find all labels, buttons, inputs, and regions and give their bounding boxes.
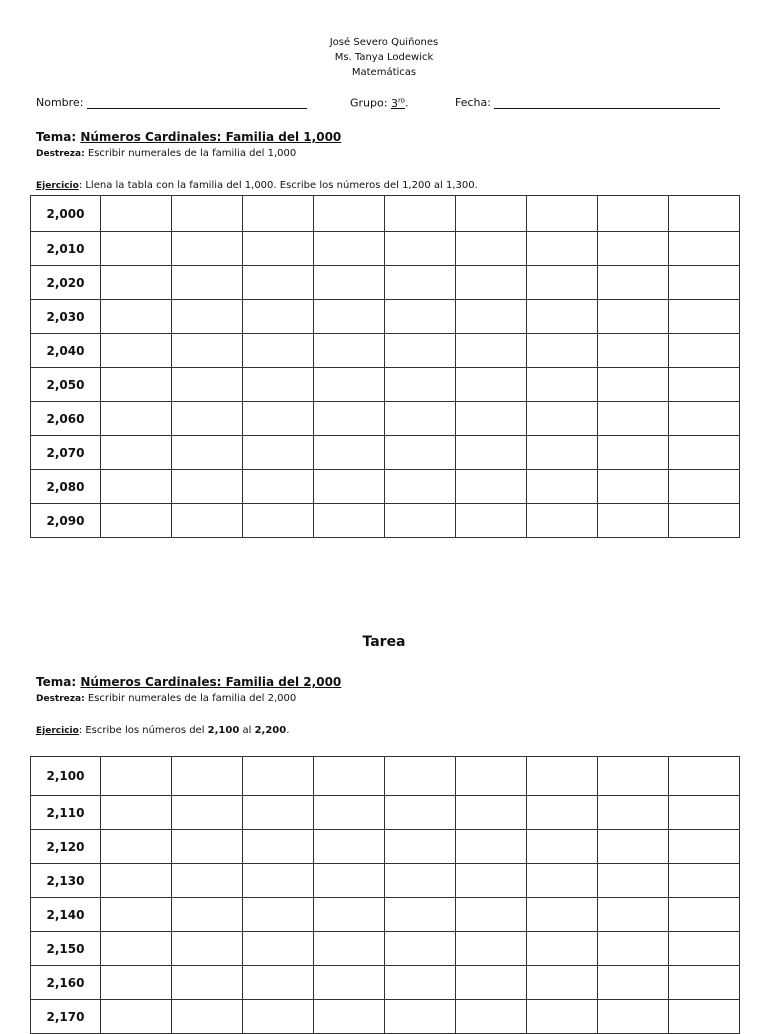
blank-cell[interactable]	[598, 864, 669, 898]
blank-cell[interactable]	[598, 470, 669, 504]
destreza-2-value: Escribir numerales de la familia del 2,000	[87, 693, 297, 704]
blank-cell[interactable]	[598, 196, 669, 232]
author-name: José Severo Quiñones	[329, 37, 439, 48]
row-label: 2,090	[31, 504, 101, 538]
ejercicio-2-end: .	[286, 725, 290, 736]
blank-cell[interactable]	[598, 932, 669, 966]
blank-cell[interactable]	[101, 368, 172, 402]
blank-cell[interactable]	[243, 300, 314, 334]
table-row	[31, 470, 740, 504]
ejercicio-1-text: : Llena la tabla con la familia del 1,000. Escribe los números del 1,200 al 1,300.	[78, 180, 478, 191]
blank-cell[interactable]	[101, 966, 172, 1000]
blank-cell[interactable]	[243, 402, 314, 436]
blank-cell[interactable]	[314, 470, 385, 504]
blank-cell[interactable]	[101, 436, 172, 470]
table-row	[31, 196, 740, 232]
blank-cell[interactable]	[172, 368, 243, 402]
tema-2-label: Tema:	[36, 675, 77, 689]
blank-cell[interactable]	[385, 402, 456, 436]
tema-1-label: Tema:	[36, 130, 77, 144]
blank-cell[interactable]	[669, 932, 740, 966]
teacher-name: Ms. Tanya Lodewick	[334, 52, 434, 63]
blank-cell[interactable]	[243, 757, 314, 796]
blank-cell[interactable]	[456, 300, 527, 334]
blank-cell[interactable]	[598, 1000, 669, 1034]
blank-cell[interactable]	[527, 898, 598, 932]
blank-cell[interactable]	[598, 504, 669, 538]
blank-cell[interactable]	[243, 470, 314, 504]
blank-cell[interactable]	[669, 470, 740, 504]
blank-cell[interactable]	[527, 966, 598, 1000]
blank-cell[interactable]	[527, 334, 598, 368]
blank-cell[interactable]	[385, 932, 456, 966]
blank-cell[interactable]	[456, 830, 527, 864]
blank-cell[interactable]	[456, 402, 527, 436]
ejercicio-2-mid: al	[239, 725, 255, 736]
number-table-2	[30, 756, 740, 1034]
row-label: 2,000	[31, 196, 101, 232]
row-label: 2,130	[31, 864, 101, 898]
blank-cell[interactable]	[598, 368, 669, 402]
blank-cell[interactable]	[101, 232, 172, 266]
blank-cell[interactable]	[669, 266, 740, 300]
blank-cell[interactable]	[456, 1000, 527, 1034]
blank-cell[interactable]	[527, 830, 598, 864]
blank-cell[interactable]	[314, 436, 385, 470]
table-row	[31, 402, 740, 436]
group-field: Grupo: $3^{ro}$.	[350, 96, 409, 110]
name-field[interactable]	[36, 96, 307, 109]
blank-cell[interactable]	[527, 470, 598, 504]
blank-cell[interactable]	[101, 796, 172, 830]
blank-cell[interactable]	[598, 232, 669, 266]
blank-cell[interactable]	[456, 232, 527, 266]
blank-cell[interactable]	[669, 966, 740, 1000]
tema-2-value: Números Cardinales: Familia del 2,000	[80, 675, 342, 689]
blank-cell[interactable]	[598, 796, 669, 830]
destreza-2	[36, 693, 296, 704]
blank-cell[interactable]	[243, 796, 314, 830]
blank-cell[interactable]	[243, 504, 314, 538]
row-label: 2,150	[31, 932, 101, 966]
blank-cell[interactable]	[172, 504, 243, 538]
blank-cell[interactable]	[101, 757, 172, 796]
blank-cell[interactable]	[669, 300, 740, 334]
blank-cell[interactable]	[101, 898, 172, 932]
blank-cell[interactable]	[101, 932, 172, 966]
blank-cell[interactable]	[243, 864, 314, 898]
table-row	[31, 334, 740, 368]
blank-cell[interactable]	[669, 830, 740, 864]
tema-1	[36, 130, 341, 144]
blank-cell[interactable]	[243, 232, 314, 266]
row-label: 2,040	[31, 334, 101, 368]
blank-cell[interactable]	[243, 1000, 314, 1034]
table-row	[31, 830, 740, 864]
blank-cell[interactable]	[527, 436, 598, 470]
ejercicio-2-label: Ejercicio	[36, 726, 79, 736]
table-row	[31, 796, 740, 830]
blank-cell[interactable]	[598, 966, 669, 1000]
ejercicio-2-from: 2,100	[207, 725, 240, 736]
blank-cell[interactable]	[385, 830, 456, 864]
blank-cell[interactable]	[456, 864, 527, 898]
blank-cell[interactable]	[101, 830, 172, 864]
blank-cell[interactable]	[314, 898, 385, 932]
blank-cell[interactable]	[385, 300, 456, 334]
blank-cell[interactable]	[172, 402, 243, 436]
table-row	[31, 1000, 740, 1034]
blank-cell[interactable]	[172, 470, 243, 504]
blank-cell[interactable]	[101, 504, 172, 538]
blank-cell[interactable]	[527, 402, 598, 436]
blank-cell[interactable]	[172, 300, 243, 334]
blank-cell[interactable]	[669, 757, 740, 796]
blank-cell[interactable]	[314, 196, 385, 232]
subject-name: Matemáticas	[351, 67, 417, 78]
destreza-1	[36, 148, 296, 159]
row-label: 2,050	[31, 368, 101, 402]
blank-cell[interactable]	[172, 757, 243, 796]
blank-cell[interactable]	[456, 898, 527, 932]
blank-cell[interactable]	[314, 966, 385, 1000]
table-row	[31, 966, 740, 1000]
destreza-1-label: Destreza:	[36, 149, 85, 159]
blank-cell[interactable]	[314, 1000, 385, 1034]
tema-1-value: Números Cardinales: Familia del 1,000	[80, 130, 342, 144]
blank-cell[interactable]	[172, 898, 243, 932]
blank-cell[interactable]	[314, 932, 385, 966]
blank-cell[interactable]	[172, 436, 243, 470]
blank-cell[interactable]	[243, 334, 314, 368]
blank-cell[interactable]	[456, 334, 527, 368]
blank-cell[interactable]	[527, 757, 598, 796]
blank-cell[interactable]	[527, 300, 598, 334]
blank-cell[interactable]	[385, 232, 456, 266]
blank-cell[interactable]	[243, 898, 314, 932]
table-row	[31, 232, 740, 266]
blank-cell[interactable]	[598, 898, 669, 932]
number-table-1	[30, 195, 740, 538]
blank-cell[interactable]	[385, 796, 456, 830]
blank-cell[interactable]	[385, 1000, 456, 1034]
row-label: 2,070	[31, 436, 101, 470]
blank-cell[interactable]	[314, 266, 385, 300]
blank-cell[interactable]	[314, 796, 385, 830]
blank-cell[interactable]	[527, 796, 598, 830]
blank-cell[interactable]	[598, 334, 669, 368]
tema-2	[36, 675, 341, 689]
ejercicio-1	[36, 180, 478, 191]
row-label: 2,160	[31, 966, 101, 1000]
blank-cell[interactable]	[527, 504, 598, 538]
blank-cell[interactable]	[314, 757, 385, 796]
row-label: 2,010	[31, 232, 101, 266]
blank-cell[interactable]	[172, 932, 243, 966]
blank-cell[interactable]	[243, 436, 314, 470]
blank-cell[interactable]	[385, 864, 456, 898]
blank-cell[interactable]	[172, 966, 243, 1000]
blank-cell[interactable]	[385, 757, 456, 796]
table-row	[31, 898, 740, 932]
blank-cell[interactable]	[101, 300, 172, 334]
blank-cell[interactable]	[669, 504, 740, 538]
blank-cell[interactable]	[598, 266, 669, 300]
blank-cell[interactable]	[385, 436, 456, 470]
blank-cell[interactable]	[456, 504, 527, 538]
ejercicio-1-label: Ejercicio	[36, 181, 79, 191]
blank-cell[interactable]	[172, 796, 243, 830]
blank-cell[interactable]	[527, 232, 598, 266]
blank-cell[interactable]	[669, 232, 740, 266]
blank-cell[interactable]	[243, 266, 314, 300]
blank-cell[interactable]	[243, 368, 314, 402]
blank-cell[interactable]	[314, 402, 385, 436]
blank-cell[interactable]	[385, 266, 456, 300]
blank-cell[interactable]	[314, 334, 385, 368]
blank-cell[interactable]	[527, 196, 598, 232]
name-blank[interactable]	[87, 97, 307, 109]
blank-cell[interactable]	[243, 966, 314, 1000]
blank-cell[interactable]	[456, 470, 527, 504]
date-field[interactable]	[455, 96, 720, 109]
row-label: 2,100	[31, 757, 101, 796]
table-row	[31, 266, 740, 300]
group-label: Grupo:	[350, 96, 388, 110]
blank-cell[interactable]	[101, 402, 172, 436]
blank-cell[interactable]	[456, 966, 527, 1000]
row-label: 2,030	[31, 300, 101, 334]
blank-cell[interactable]	[385, 470, 456, 504]
blank-cell[interactable]	[456, 436, 527, 470]
blank-cell[interactable]	[314, 300, 385, 334]
row-label: 2,110	[31, 796, 101, 830]
blank-cell[interactable]	[598, 300, 669, 334]
blank-cell[interactable]	[669, 436, 740, 470]
blank-cell[interactable]	[385, 334, 456, 368]
table-row	[31, 757, 740, 796]
blank-cell[interactable]	[527, 1000, 598, 1034]
blank-cell[interactable]	[598, 402, 669, 436]
ejercicio-2-pre: : Escribe los números del	[78, 725, 208, 736]
blank-cell[interactable]	[669, 402, 740, 436]
destreza-1-value: Escribir numerales de la familia del 1,000	[87, 148, 297, 159]
blank-cell[interactable]	[172, 196, 243, 232]
blank-cell[interactable]	[385, 898, 456, 932]
blank-cell[interactable]	[385, 966, 456, 1000]
blank-cell[interactable]	[598, 830, 669, 864]
blank-cell[interactable]	[527, 932, 598, 966]
blank-cell[interactable]	[385, 368, 456, 402]
blank-cell[interactable]	[669, 864, 740, 898]
blank-cell[interactable]	[172, 1000, 243, 1034]
row-label: 2,120	[31, 830, 101, 864]
blank-cell[interactable]	[669, 898, 740, 932]
blank-cell[interactable]	[314, 232, 385, 266]
blank-cell[interactable]	[669, 196, 740, 232]
blank-cell[interactable]	[456, 757, 527, 796]
blank-cell[interactable]	[669, 796, 740, 830]
blank-cell[interactable]	[243, 830, 314, 864]
table-row	[31, 436, 740, 470]
blank-cell[interactable]	[243, 196, 314, 232]
group-value: $3^{ro}$	[390, 96, 405, 110]
table-row	[31, 932, 740, 966]
row-label: 2,140	[31, 898, 101, 932]
blank-cell[interactable]	[172, 864, 243, 898]
blank-cell[interactable]	[385, 196, 456, 232]
blank-cell[interactable]	[456, 266, 527, 300]
name-label: Nombre:	[36, 96, 84, 109]
blank-cell[interactable]	[314, 368, 385, 402]
blank-cell[interactable]	[101, 196, 172, 232]
blank-cell[interactable]	[314, 864, 385, 898]
blank-cell[interactable]	[314, 504, 385, 538]
row-label: 2,020	[31, 266, 101, 300]
ejercicio-2	[36, 725, 289, 736]
destreza-2-label: Destreza:	[36, 694, 85, 704]
blank-cell[interactable]	[172, 232, 243, 266]
blank-cell[interactable]	[456, 796, 527, 830]
blank-cell[interactable]	[669, 1000, 740, 1034]
blank-cell[interactable]	[669, 334, 740, 368]
row-label: 2,170	[31, 1000, 101, 1034]
ejercicio-2-to: 2,200	[254, 725, 287, 736]
homework-title: Tarea	[362, 634, 406, 650]
blank-cell[interactable]	[101, 334, 172, 368]
table-row	[31, 300, 740, 334]
blank-cell[interactable]	[385, 504, 456, 538]
blank-cell[interactable]	[101, 266, 172, 300]
blank-cell[interactable]	[101, 864, 172, 898]
blank-cell[interactable]	[101, 470, 172, 504]
blank-cell[interactable]	[598, 757, 669, 796]
blank-cell[interactable]	[101, 1000, 172, 1034]
blank-cell[interactable]	[314, 830, 385, 864]
row-label: 2,080	[31, 470, 101, 504]
blank-cell[interactable]	[172, 334, 243, 368]
blank-cell[interactable]	[527, 864, 598, 898]
table-row	[31, 368, 740, 402]
table-row	[31, 864, 740, 898]
blank-cell[interactable]	[243, 932, 314, 966]
blank-cell[interactable]	[456, 196, 527, 232]
blank-cell[interactable]	[456, 932, 527, 966]
blank-cell[interactable]	[598, 436, 669, 470]
row-label: 2,060	[31, 402, 101, 436]
blank-cell[interactable]	[456, 368, 527, 402]
blank-cell[interactable]	[172, 830, 243, 864]
table-row	[31, 504, 740, 538]
blank-cell[interactable]	[172, 266, 243, 300]
date-blank[interactable]	[494, 97, 720, 109]
date-label: Fecha:	[455, 96, 491, 109]
blank-cell[interactable]	[527, 368, 598, 402]
blank-cell[interactable]	[527, 266, 598, 300]
blank-cell[interactable]	[669, 368, 740, 402]
